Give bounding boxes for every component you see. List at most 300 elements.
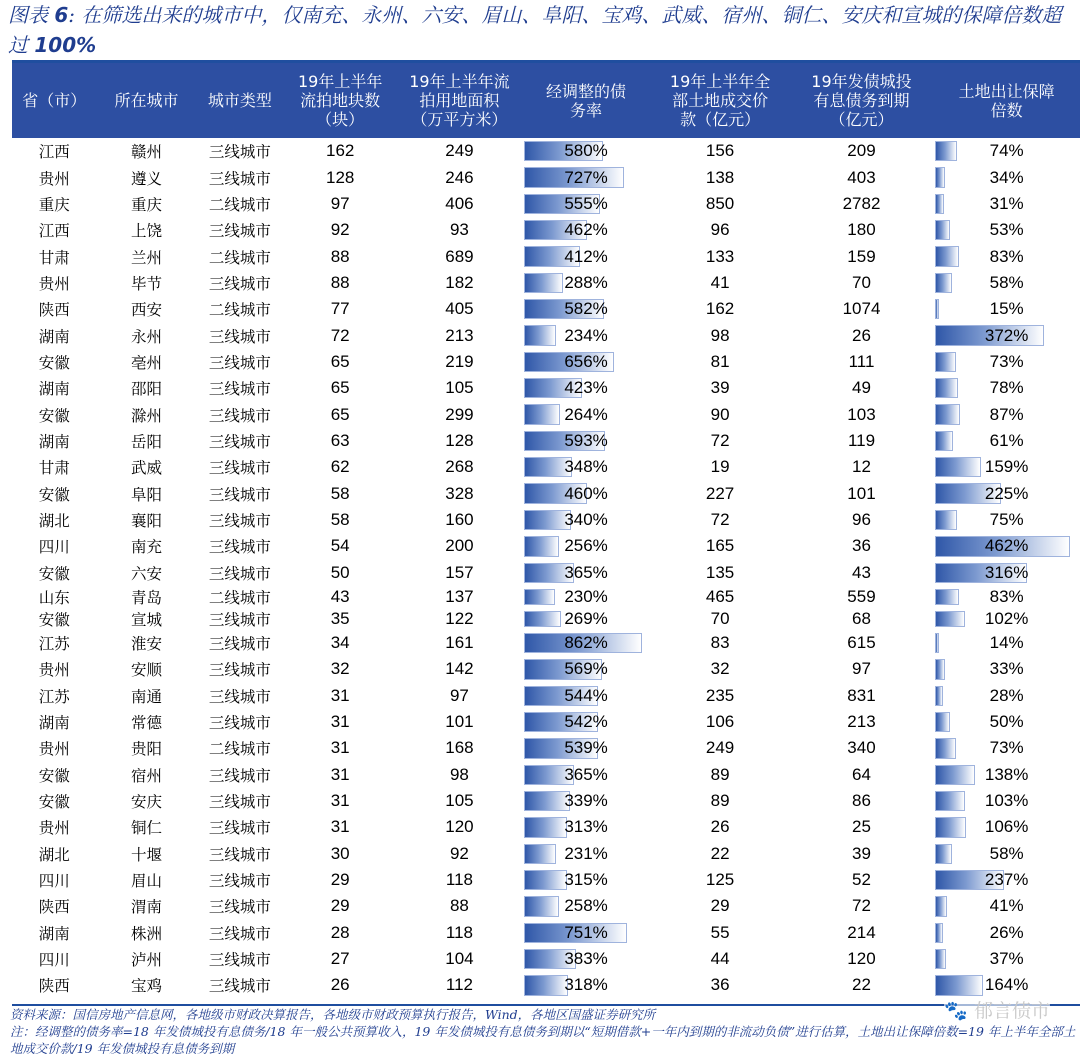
debt-ratio-bar <box>524 325 556 345</box>
failed-area-cell: 122 <box>445 608 474 628</box>
land-price-cell: 135 <box>705 562 735 582</box>
coverage-value: 53% <box>989 220 1024 240</box>
province-cell: 贵州 <box>38 661 70 680</box>
table-row <box>12 788 1080 814</box>
city-cell: 渭南 <box>131 898 163 917</box>
header-row <box>12 63 1080 138</box>
failed-lots-cell: 31 <box>330 764 350 784</box>
city-type-cell: 三线城市 <box>208 538 271 557</box>
table-row <box>12 709 1080 735</box>
table-row <box>12 375 1080 401</box>
figure-title <box>8 0 1074 60</box>
debt-due-cell: 831 <box>847 685 876 705</box>
failed-area-cell: 88 <box>449 896 469 916</box>
city-cell: 邵阳 <box>131 380 163 399</box>
table-row <box>12 683 1080 709</box>
debt-ratio-cell <box>522 946 651 972</box>
table-row <box>12 946 1080 972</box>
table-row <box>12 507 1080 533</box>
failed-lots-cell: 31 <box>330 738 350 758</box>
city-cell: 武威 <box>131 459 163 478</box>
debt-ratio-cell <box>522 586 651 608</box>
table-row <box>12 893 1080 919</box>
city-cell: 重庆 <box>131 195 163 214</box>
debt-ratio-value: 313% <box>564 817 608 837</box>
table-row <box>12 454 1080 480</box>
city-cell: 上饶 <box>131 222 163 241</box>
coverage-cell <box>933 893 1080 919</box>
debt-ratio-cell <box>522 454 651 480</box>
province-cell: 江苏 <box>38 687 70 706</box>
city-type-cell: 三线城市 <box>208 951 271 970</box>
table-row <box>12 191 1080 217</box>
city-type-cell: 三线城市 <box>208 924 271 943</box>
land-price-cell: 249 <box>705 738 735 758</box>
debt-ratio-bar <box>524 589 555 605</box>
province-cell: 湖南 <box>38 327 70 346</box>
header-city-type: 城市类型 <box>197 63 284 138</box>
city-type-cell: 三线城市 <box>208 687 271 706</box>
failed-lots-cell: 30 <box>330 843 350 863</box>
debt-ratio-bar <box>524 844 556 864</box>
land-price-cell: 26 <box>710 817 730 837</box>
coverage-cell <box>933 217 1080 243</box>
debt-due-cell: 340 <box>847 738 876 758</box>
failed-lots-cell: 32 <box>330 659 350 679</box>
city-cell: 永州 <box>131 327 163 346</box>
source-note: 资料来源：国信房地产信息网，各地级市财政决算报告，各地级市财政预算执行报告，Wind，各地区国盛证券研究所 <box>10 1007 656 1022</box>
coverage-bar <box>935 949 946 969</box>
coverage-bar <box>935 817 966 837</box>
city-cell: 兰州 <box>131 248 163 267</box>
land-price-cell: 32 <box>710 659 730 679</box>
debt-due-cell: 214 <box>847 922 876 942</box>
coverage-cell <box>933 296 1080 322</box>
debt-ratio-cell <box>522 270 651 296</box>
city-type-cell: 三线城市 <box>208 793 271 812</box>
coverage-bar <box>935 712 950 732</box>
debt-ratio-value: 656% <box>564 351 608 371</box>
coverage-value: 14% <box>989 633 1024 653</box>
province-cell: 陕西 <box>38 898 70 917</box>
debt-due-cell: 70 <box>852 272 871 292</box>
debt-ratio-cell <box>522 841 651 867</box>
city-type-cell: 二线城市 <box>208 195 271 214</box>
failed-area-cell: 219 <box>445 351 474 371</box>
debt-ratio-value: 751% <box>564 922 608 942</box>
city-type-cell: 三线城市 <box>208 872 271 891</box>
coverage-value: 462% <box>984 536 1029 556</box>
header-land-price: 19年上半年全 部土地成交价 款（亿元） <box>650 63 789 138</box>
debt-due-cell: 159 <box>847 246 876 266</box>
coverage-value: 26% <box>989 922 1024 942</box>
failed-lots-cell: 50 <box>330 562 350 582</box>
coverage-value: 87% <box>989 404 1024 424</box>
coverage-cell <box>933 480 1080 506</box>
coverage-value: 74% <box>989 141 1024 161</box>
table-row <box>12 841 1080 867</box>
failed-area-cell: 689 <box>445 246 474 266</box>
debt-due-cell: 2782 <box>842 193 881 213</box>
debt-ratio-cell <box>522 375 651 401</box>
title-highlight: 100% <box>34 33 97 57</box>
city-type-cell: 三线城市 <box>208 406 271 425</box>
header-failed-area: 19年上半年流 拍用地面积 （万平方米） <box>397 63 522 138</box>
debt-ratio-value: 460% <box>564 483 608 503</box>
land-price-cell: 29 <box>710 896 730 916</box>
land-price-cell: 89 <box>710 764 730 784</box>
debt-ratio-cell <box>522 507 651 533</box>
province-cell: 陕西 <box>38 301 70 320</box>
debt-due-cell: 43 <box>852 562 871 582</box>
table-row <box>12 560 1080 586</box>
coverage-bar <box>935 352 956 372</box>
city-cell: 常德 <box>131 714 163 733</box>
city-type-cell: 三线城市 <box>208 661 271 680</box>
coverage-cell <box>933 428 1080 454</box>
debt-ratio-value: 462% <box>564 220 608 240</box>
debt-ratio-cell <box>522 814 651 840</box>
city-type-cell: 三线城市 <box>208 898 271 917</box>
debt-due-cell: 119 <box>847 430 876 450</box>
debt-ratio-value: 539% <box>564 738 608 758</box>
debt-due-cell: 615 <box>847 633 876 653</box>
coverage-cell <box>933 454 1080 480</box>
debt-due-cell: 22 <box>852 975 871 995</box>
data-table <box>12 63 1080 999</box>
city-cell: 宝鸡 <box>131 977 163 996</box>
city-type-cell: 三线城市 <box>208 714 271 733</box>
province-cell: 贵州 <box>38 274 70 293</box>
table-row <box>12 296 1080 322</box>
debt-due-cell: 1074 <box>842 299 881 319</box>
debt-due-cell: 25 <box>852 817 871 837</box>
province-cell: 四川 <box>38 872 70 891</box>
debt-ratio-value: 542% <box>564 712 608 732</box>
coverage-bar <box>935 589 959 605</box>
failed-area-cell: 213 <box>445 325 474 345</box>
table-row <box>12 630 1080 656</box>
footnote: 注：经调整的债务率=18 年发债城投有息债务/18 年一般公共预算收入，19 年发债城投有息债务到期以“短期借款+一年内到期的非流动负债”进行估算，土地出让保障倍数=19 年上半年全部土地成交价款/19 年发债城投有息债务到期 <box>10 1024 1076 1056</box>
coverage-bar <box>935 844 952 864</box>
city-type-cell: 三线城市 <box>208 274 271 293</box>
city-cell: 赣州 <box>131 143 163 162</box>
header-failed-lots: 19年上半年 流拍地块数 （块） <box>283 63 397 138</box>
land-price-cell: 96 <box>710 220 730 240</box>
coverage-cell <box>933 814 1080 840</box>
debt-ratio-value: 544% <box>564 685 608 705</box>
debt-ratio-cell <box>522 428 651 454</box>
debt-ratio-cell <box>522 296 651 322</box>
debt-ratio-value: 348% <box>564 457 608 477</box>
coverage-cell <box>933 920 1080 946</box>
coverage-bar <box>935 633 939 653</box>
city-type-cell: 三线城市 <box>208 327 271 346</box>
coverage-cell <box>933 401 1080 427</box>
failed-lots-cell: 65 <box>330 404 350 424</box>
title-number: 6 <box>54 3 69 27</box>
province-cell: 山东 <box>38 588 70 607</box>
city-type-cell: 三线城市 <box>208 635 271 654</box>
debt-due-cell: 49 <box>852 378 871 398</box>
province-cell: 甘肃 <box>38 459 70 478</box>
debt-due-cell: 39 <box>852 843 871 863</box>
debt-ratio-cell <box>522 630 651 656</box>
coverage-cell <box>933 972 1080 998</box>
failed-area-cell: 168 <box>445 738 474 758</box>
land-price-cell: 39 <box>710 378 730 398</box>
province-cell: 贵州 <box>38 819 70 838</box>
table-row <box>12 533 1080 559</box>
failed-lots-cell: 26 <box>330 975 350 995</box>
coverage-cell <box>933 762 1080 788</box>
table-row <box>12 814 1080 840</box>
city-type-cell: 二线城市 <box>208 740 271 759</box>
failed-lots-cell: 31 <box>330 791 350 811</box>
failed-area-cell: 118 <box>445 870 473 890</box>
coverage-bar <box>935 923 943 943</box>
city-cell: 青岛 <box>131 588 163 607</box>
land-price-cell: 106 <box>705 712 735 732</box>
failed-area-cell: 92 <box>449 843 469 863</box>
failed-area-cell: 128 <box>445 430 474 450</box>
failed-lots-cell: 88 <box>330 246 350 266</box>
coverage-value: 37% <box>989 949 1024 969</box>
debt-ratio-value: 365% <box>564 562 608 582</box>
coverage-bar <box>935 167 945 187</box>
coverage-cell <box>933 683 1080 709</box>
coverage-value: 78% <box>989 378 1024 398</box>
coverage-value: 41% <box>989 896 1024 916</box>
failed-lots-cell: 162 <box>326 141 355 161</box>
failed-lots-cell: 65 <box>330 378 350 398</box>
land-price-cell: 850 <box>705 193 735 213</box>
coverage-cell <box>933 191 1080 217</box>
coverage-cell <box>933 270 1080 296</box>
debt-due-cell: 120 <box>847 949 876 969</box>
failed-lots-cell: 54 <box>330 536 350 556</box>
debt-ratio-value: 340% <box>564 509 608 529</box>
debt-ratio-cell <box>522 243 651 269</box>
city-type-cell: 三线城市 <box>208 766 271 785</box>
land-price-cell: 44 <box>710 949 730 969</box>
debt-ratio-value: 264% <box>564 404 608 424</box>
coverage-bar <box>935 611 965 627</box>
table-row <box>12 243 1080 269</box>
coverage-value: 50% <box>989 712 1024 732</box>
city-type-cell: 三线城市 <box>208 432 271 451</box>
title-text: : 在筛选出来的城市中，仅南充、永州、六安、眉山、阜阳、宝鸡、武威、宿州、铜仁、安庆和宣城的保障倍数超过 <box>8 3 1062 57</box>
debt-ratio-cell <box>522 656 651 682</box>
header-coverage: 土地出让保障 倍数 <box>933 63 1080 138</box>
debt-ratio-value: 412% <box>564 246 608 266</box>
coverage-value: 164% <box>984 975 1029 995</box>
failed-lots-cell: 62 <box>330 457 350 477</box>
city-cell: 遵义 <box>131 169 163 188</box>
city-cell: 十堰 <box>131 845 163 864</box>
land-price-cell: 70 <box>710 608 730 628</box>
city-cell: 毕节 <box>131 274 163 293</box>
watermark: 🐾 郁言债市 <box>944 996 1050 1023</box>
table-row <box>12 138 1080 164</box>
failed-area-cell: 104 <box>445 949 474 969</box>
coverage-value: 34% <box>989 167 1024 187</box>
province-cell: 安徽 <box>38 485 70 504</box>
land-price-cell: 83 <box>710 633 730 653</box>
coverage-bar <box>935 141 957 161</box>
debt-ratio-bar <box>524 404 560 424</box>
debt-ratio-value: 383% <box>564 949 608 969</box>
province-cell: 湖南 <box>38 924 70 943</box>
province-cell: 安徽 <box>38 353 70 372</box>
province-cell: 江西 <box>38 143 70 162</box>
debt-ratio-value: 365% <box>564 764 608 784</box>
debt-ratio-cell <box>522 560 651 586</box>
coverage-cell <box>933 656 1080 682</box>
debt-due-cell: 559 <box>847 586 876 606</box>
province-cell: 安徽 <box>38 406 70 425</box>
coverage-bar <box>935 273 952 293</box>
debt-ratio-value: 593% <box>564 430 608 450</box>
coverage-bar <box>935 765 975 785</box>
table-row <box>12 401 1080 427</box>
city-cell: 襄阳 <box>131 511 163 530</box>
land-price-cell: 227 <box>705 483 735 503</box>
failed-lots-cell: 43 <box>330 586 350 606</box>
debt-ratio-cell <box>522 533 651 559</box>
failed-lots-cell: 31 <box>330 712 350 732</box>
land-price-cell: 162 <box>705 299 735 319</box>
land-price-cell: 98 <box>710 325 730 345</box>
debt-ratio-value: 258% <box>564 896 608 916</box>
city-cell: 眉山 <box>131 872 163 891</box>
coverage-value: 106% <box>984 817 1029 837</box>
city-cell: 泸州 <box>131 951 163 970</box>
debt-due-cell: 209 <box>847 141 876 161</box>
land-price-cell: 72 <box>710 430 730 450</box>
land-price-cell: 41 <box>710 272 730 292</box>
debt-due-cell: 72 <box>852 896 871 916</box>
debt-ratio-bar <box>524 870 567 890</box>
city-cell: 南通 <box>131 687 163 706</box>
land-price-cell: 133 <box>705 246 735 266</box>
coverage-cell <box>933 243 1080 269</box>
city-cell: 铜仁 <box>131 819 163 838</box>
debt-ratio-value: 580% <box>564 141 608 161</box>
failed-lots-cell: 35 <box>330 608 350 628</box>
coverage-cell <box>933 507 1080 533</box>
coverage-cell <box>933 788 1080 814</box>
coverage-cell <box>933 735 1080 761</box>
coverage-cell <box>933 841 1080 867</box>
land-price-cell: 22 <box>710 843 730 863</box>
debt-ratio-value: 569% <box>564 659 608 679</box>
land-price-cell: 138 <box>705 167 735 187</box>
coverage-value: 159% <box>984 457 1029 477</box>
land-price-cell: 55 <box>710 922 730 942</box>
debt-ratio-value: 231% <box>564 843 608 863</box>
table-row <box>12 270 1080 296</box>
failed-area-cell: 97 <box>449 685 469 705</box>
failed-lots-cell: 29 <box>330 896 350 916</box>
failed-area-cell: 299 <box>445 404 474 424</box>
debt-ratio-bar <box>524 975 568 995</box>
debt-ratio-cell <box>522 735 651 761</box>
coverage-bar <box>935 299 939 319</box>
failed-lots-cell: 92 <box>330 220 350 240</box>
debt-ratio-bar <box>524 273 563 293</box>
debt-due-cell: 213 <box>847 712 876 732</box>
province-cell: 安徽 <box>38 564 70 583</box>
coverage-cell <box>933 608 1080 630</box>
table-row <box>12 762 1080 788</box>
coverage-bar <box>935 246 959 266</box>
city-cell: 安庆 <box>131 793 163 812</box>
debt-ratio-bar <box>524 817 567 837</box>
failed-lots-cell: 58 <box>330 483 350 503</box>
table-row <box>12 322 1080 348</box>
land-price-cell: 72 <box>710 509 730 529</box>
land-price-cell: 19 <box>710 457 730 477</box>
coverage-value: 83% <box>989 586 1024 606</box>
coverage-cell <box>933 946 1080 972</box>
city-cell: 宿州 <box>131 766 163 785</box>
debt-due-cell: 111 <box>848 351 875 371</box>
city-cell: 宣城 <box>131 610 163 629</box>
city-type-cell: 三线城市 <box>208 819 271 838</box>
city-cell: 阜阳 <box>131 485 163 504</box>
table-row <box>12 164 1080 190</box>
failed-lots-cell: 27 <box>330 949 350 969</box>
header-debt-due: 19年发债城投 有息债务到期 （亿元） <box>790 63 934 138</box>
failed-area-cell: 142 <box>445 659 474 679</box>
coverage-cell <box>933 164 1080 190</box>
failed-area-cell: 405 <box>445 299 474 319</box>
land-price-cell: 81 <box>710 351 730 371</box>
debt-due-cell: 26 <box>852 325 871 345</box>
failed-area-cell: 137 <box>445 586 474 606</box>
table-row <box>12 480 1080 506</box>
failed-lots-cell: 31 <box>330 685 350 705</box>
coverage-cell <box>933 709 1080 735</box>
city-cell: 西安 <box>131 301 163 320</box>
city-type-cell: 三线城市 <box>208 380 271 399</box>
debt-ratio-value: 230% <box>564 586 608 606</box>
debt-ratio-bar <box>524 611 561 627</box>
table-row <box>12 586 1080 608</box>
debt-ratio-bar <box>524 896 559 916</box>
land-price-cell: 235 <box>705 685 735 705</box>
debt-ratio-cell <box>522 349 651 375</box>
coverage-value: 225% <box>984 483 1029 503</box>
land-price-cell: 156 <box>705 141 735 161</box>
province-cell: 安徽 <box>38 766 70 785</box>
debt-due-cell: 103 <box>847 404 876 424</box>
coverage-value: 15% <box>989 299 1024 319</box>
city-cell: 六安 <box>131 564 163 583</box>
debt-ratio-cell <box>522 893 651 919</box>
debt-due-cell: 36 <box>852 536 871 556</box>
failed-lots-cell: 128 <box>326 167 355 187</box>
failed-area-cell: 200 <box>445 536 474 556</box>
city-cell: 贵阳 <box>131 740 163 759</box>
coverage-bar <box>935 686 943 706</box>
debt-ratio-value: 423% <box>564 378 608 398</box>
debt-ratio-bar <box>524 791 570 811</box>
table-row <box>12 972 1080 998</box>
city-type-cell: 二线城市 <box>208 301 271 320</box>
city-type-cell: 二线城市 <box>208 588 271 607</box>
